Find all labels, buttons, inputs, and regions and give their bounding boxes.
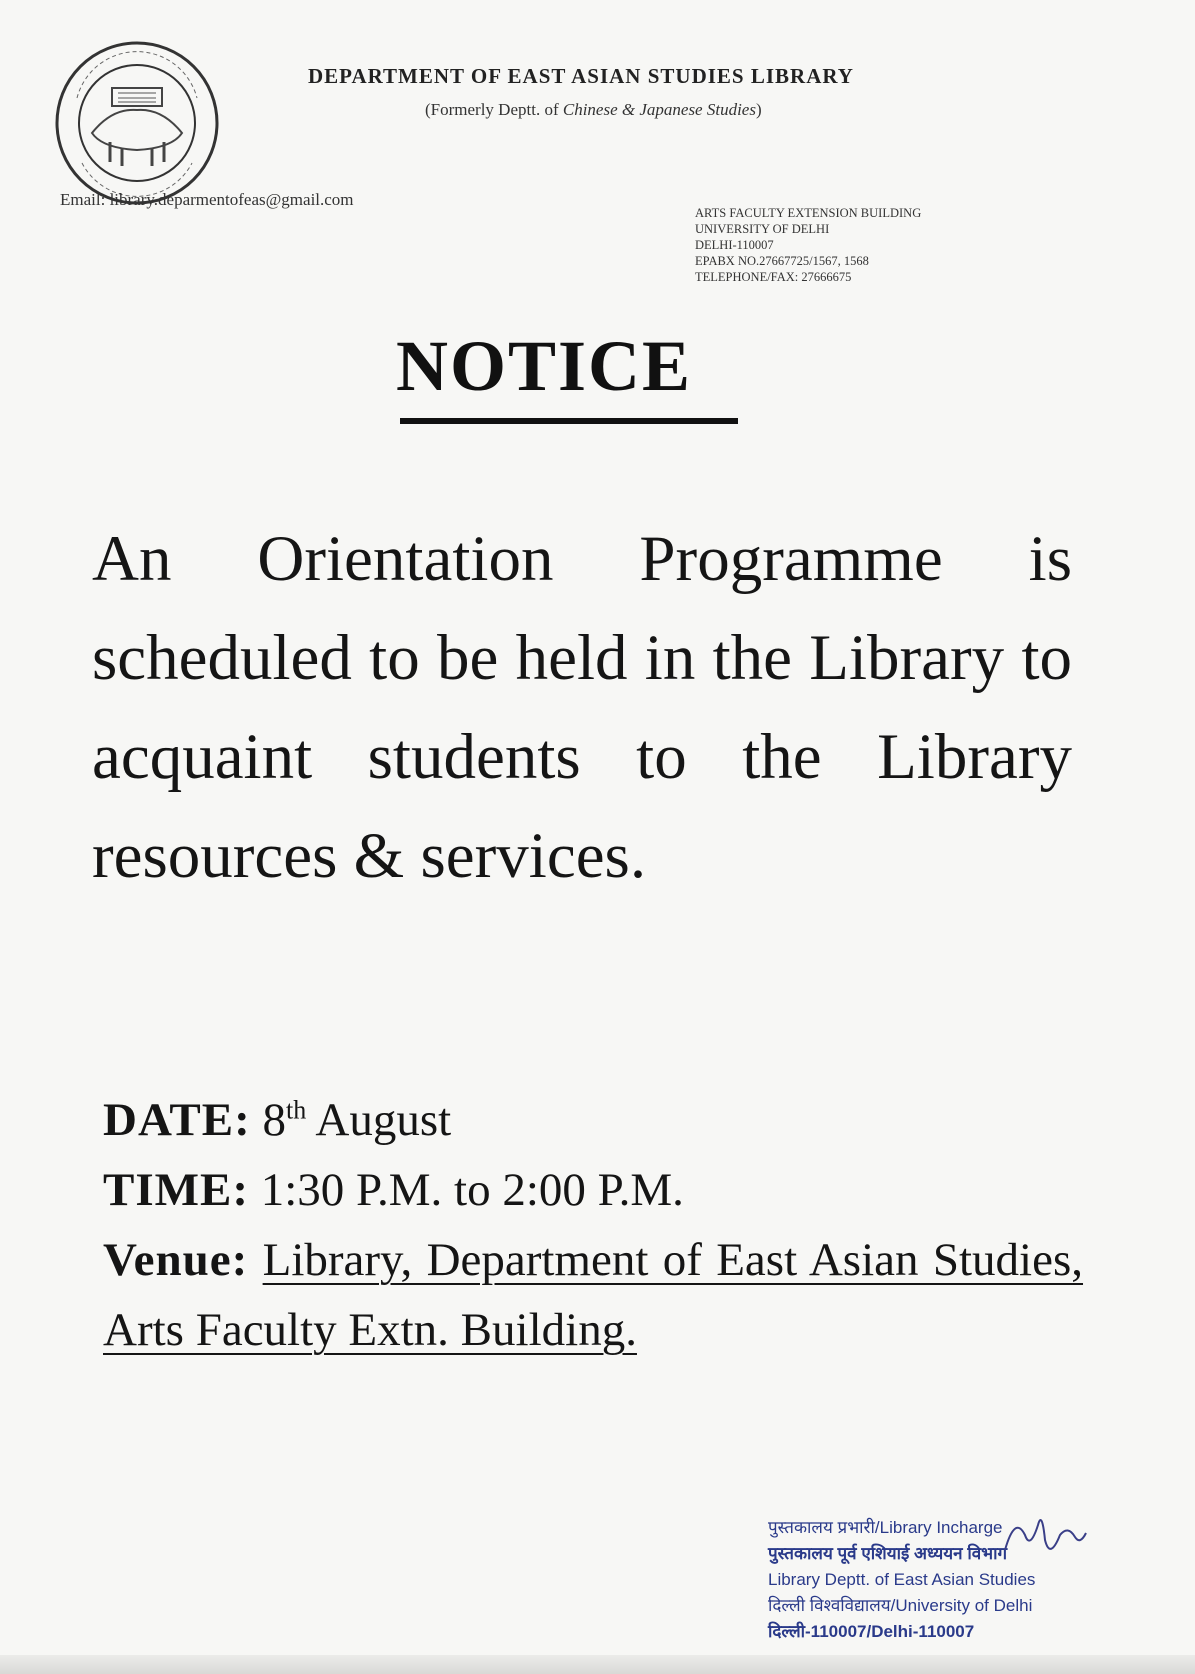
date-month: August: [315, 1094, 452, 1146]
address-line: TELEPHONE/FAX: 27666675: [695, 270, 852, 284]
library-incharge-stamp: [768, 1515, 1035, 1645]
date-suffix: th: [286, 1095, 307, 1125]
address-line: ARTS FACULTY EXTENSION BUILDING: [695, 206, 922, 220]
date-line: [103, 1085, 1083, 1155]
venue-value: Library, Department of East Asian Studies, Arts Faculty Extn. Building.: [103, 1234, 1084, 1356]
stamp-line: दिल्ली-110007/Delhi-110007: [768, 1622, 975, 1641]
address-line: EPABX NO.27667725/1567, 1568: [695, 254, 869, 268]
stamp-line: पुस्तकालय पूर्व एशियाई अध्ययन विभाग: [768, 1544, 1008, 1563]
address-line: DELHI-110007: [695, 238, 774, 252]
notice-body: An Orientation Programme is scheduled to be held in the Library to acquaint students to the Library resources & services.: [92, 523, 1072, 892]
page-bottom-edge: [0, 1655, 1195, 1674]
address-block: [695, 205, 921, 285]
time-value: 1:30 P.M. to 2:00 P.M.: [260, 1164, 684, 1216]
date-label: DATE:: [103, 1094, 251, 1146]
university-seal-logo: [52, 38, 222, 208]
notice-heading-underline: [400, 418, 738, 424]
notice-heading: NOTICE: [396, 326, 693, 406]
time-label: TIME:: [103, 1164, 249, 1216]
email-line: Email: library.deparmentofeas@gmail.com: [60, 190, 354, 209]
date-day: 8: [262, 1094, 286, 1146]
department-subtitle: (Formerly Deptt. of Chinese & Japanese Studies): [425, 100, 762, 119]
handwritten-signature: [1000, 1505, 1090, 1565]
venue-line: [103, 1225, 1083, 1365]
stamp-line: Library Deptt. of East Asian Studies: [768, 1570, 1036, 1589]
address-line: UNIVERSITY OF DELHI: [695, 222, 830, 236]
stamp-line: पुस्तकालय प्रभारी/Library Incharge: [768, 1518, 1003, 1537]
department-title: DEPARTMENT OF EAST ASIAN STUDIES LIBRARY: [308, 64, 854, 88]
event-details: [103, 1085, 1083, 1365]
venue-label: Venue:: [103, 1234, 249, 1286]
time-line: [103, 1155, 1083, 1225]
stamp-line: दिल्ली विश्वविद्यालय/University of Delhi: [768, 1596, 1033, 1615]
